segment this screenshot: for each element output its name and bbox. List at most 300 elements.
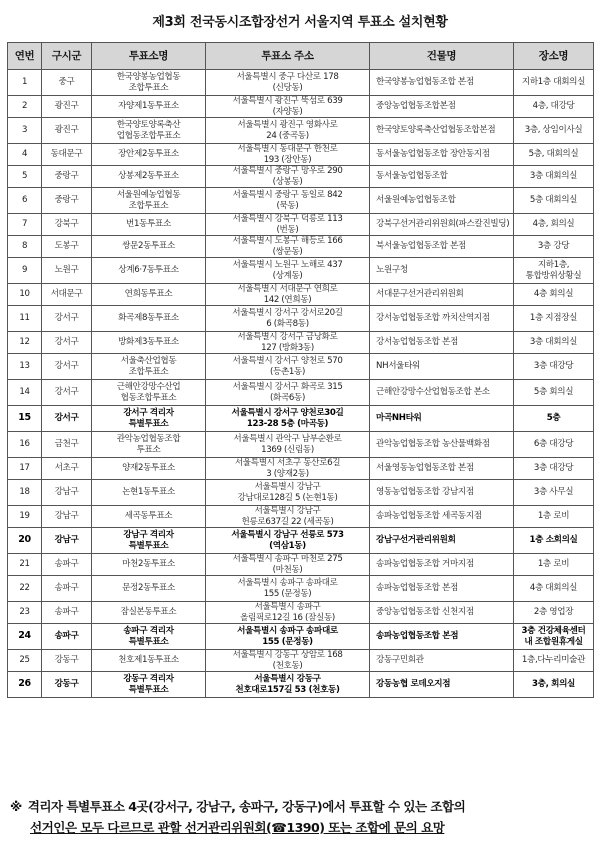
row-district: 강동구 xyxy=(42,650,92,672)
row-place xyxy=(514,554,594,576)
row-station-address-line: 서울특별시 강동구 xyxy=(254,674,321,684)
row-station-address-line: 123-28 5층 (마곡동) xyxy=(246,418,329,429)
row-place xyxy=(514,118,594,144)
table-row xyxy=(8,354,594,380)
row-station-name-line: 특별투표소 xyxy=(128,418,169,429)
row-station-address xyxy=(206,576,370,602)
row-station-name-line: 양재2동투표소 xyxy=(122,463,175,474)
table-row xyxy=(8,506,594,528)
row-station-name-line: 송파구 격리자 xyxy=(123,626,174,636)
row-number: 8 xyxy=(8,236,42,258)
row-station-address-line: (천호동) xyxy=(272,660,303,671)
row-station-name xyxy=(92,236,206,258)
row-number: 22 xyxy=(8,576,42,602)
row-station-name-line: 한국양봉농업협동 xyxy=(116,72,181,82)
row-station-address xyxy=(206,406,370,432)
row-district: 강서구 xyxy=(42,332,92,354)
row-station-address-line: 서울특별시 송파구 송파대로 xyxy=(237,626,338,636)
table-row xyxy=(8,96,594,118)
row-station-name xyxy=(92,602,206,624)
row-station-address-line: 헌릉로637길 22 (세곡동) xyxy=(241,516,334,527)
row-building: 송파농업협동조합 본점 xyxy=(370,624,514,650)
row-district: 금천구 xyxy=(42,432,92,458)
row-place xyxy=(514,650,594,672)
row-station-address-line: 서울특별시 중랑구 망우로 290 xyxy=(232,166,343,176)
row-place-line: 3층 대강당 xyxy=(533,361,574,372)
row-place-line: 6층 대강당 xyxy=(533,439,574,450)
row-station-name-line: 잠실본동투표소 xyxy=(120,607,177,618)
row-station-address xyxy=(206,118,370,144)
row-station-address-line: 서울특별시 강서구 양천로 570 xyxy=(232,356,343,366)
row-building: 강동농협 로데오지점 xyxy=(370,672,514,698)
row-station-address-line: (자양동) xyxy=(272,106,303,117)
header-station-address: 투표소 주소 xyxy=(206,43,370,70)
row-number: 2 xyxy=(8,96,42,118)
row-building: 강동구민회관 xyxy=(370,650,514,672)
row-district: 서초구 xyxy=(42,458,92,480)
row-district: 강남구 xyxy=(42,528,92,554)
row-number: 12 xyxy=(8,332,42,354)
row-station-address-line: 서울특별시 관악구 남부순환로 xyxy=(233,434,342,444)
row-station-address-line: 서울특별시 도봉구 해등로 166 xyxy=(232,236,343,246)
row-station-name xyxy=(92,672,206,698)
row-number: 5 xyxy=(8,166,42,188)
row-district: 강서구 xyxy=(42,380,92,406)
row-district: 동대문구 xyxy=(42,144,92,166)
row-building: 서대문구선거관리위원회 xyxy=(370,284,514,306)
row-station-address-line: (역삼1동) xyxy=(269,540,306,551)
table-row xyxy=(8,144,594,166)
row-station-name-line: 투표소 xyxy=(136,444,161,455)
row-number: 16 xyxy=(8,432,42,458)
row-station-name xyxy=(92,406,206,432)
row-building: 송파농업협동조합 본점 xyxy=(370,576,514,602)
table-row xyxy=(8,458,594,480)
row-district: 강서구 xyxy=(42,306,92,332)
row-station-name-line: 강남구 격리자 xyxy=(123,530,174,540)
row-station-name-line: 상봉제2동투표소 xyxy=(118,171,179,182)
row-station-name-line: 연희동투표소 xyxy=(124,289,173,300)
row-district: 중구 xyxy=(42,70,92,96)
row-station-name xyxy=(92,554,206,576)
row-place-line: 1층 로비 xyxy=(537,511,570,522)
row-building: NH서울타워 xyxy=(370,354,514,380)
row-district: 강남구 xyxy=(42,480,92,506)
row-station-address-line: (신당동) xyxy=(272,82,303,93)
row-station-address xyxy=(206,144,370,166)
row-station-name xyxy=(92,480,206,506)
row-number: 7 xyxy=(8,214,42,236)
row-building: 한국양토양록축산업협동조합본점 xyxy=(370,118,514,144)
row-station-address-line: 강남대로128길 5 (논현1동) xyxy=(237,492,338,503)
row-district: 광진구 xyxy=(42,118,92,144)
row-place-line: 2층 영업장 xyxy=(533,607,574,618)
table-row xyxy=(8,672,594,698)
row-station-address-line: 서울특별시 광진구 뚝섬로 639 xyxy=(232,96,343,106)
row-station-name xyxy=(92,332,206,354)
row-station-address-line: (번동) xyxy=(276,224,299,235)
row-place xyxy=(514,458,594,480)
row-place-line: 1층,다누리미술관 xyxy=(521,655,586,666)
row-station-address-line: 142 (연희동) xyxy=(263,294,312,305)
row-station-name xyxy=(92,306,206,332)
table-row xyxy=(8,624,594,650)
row-station-address-line: (마천동) xyxy=(272,564,303,575)
row-station-address-line: 155 (문정동) xyxy=(263,588,312,599)
row-station-name-line: 특별투표소 xyxy=(128,540,169,551)
row-station-address-line: 서울특별시 강남구 xyxy=(254,482,321,492)
row-place-line: 5층 대회의실 xyxy=(529,195,578,206)
row-station-name xyxy=(92,432,206,458)
row-district: 송파구 xyxy=(42,624,92,650)
row-station-address xyxy=(206,188,370,214)
row-place xyxy=(514,188,594,214)
row-building: 노원구청 xyxy=(370,258,514,284)
row-station-address-line: (상계동) xyxy=(272,270,303,281)
row-station-address-line: 올림픽로12길 16 (잠실동) xyxy=(240,612,335,623)
row-station-name-line: 업협동조합투표소 xyxy=(116,130,181,141)
table-body xyxy=(8,70,594,698)
row-station-name xyxy=(92,624,206,650)
row-place xyxy=(514,602,594,624)
row-building: 한국양봉농업협동조합 본점 xyxy=(370,70,514,96)
row-place xyxy=(514,166,594,188)
table-row xyxy=(8,554,594,576)
row-station-address-line: 서울특별시 강서구 금낭화로 xyxy=(237,332,338,342)
row-station-address xyxy=(206,380,370,406)
row-station-name-line: 협동조합투표소 xyxy=(120,392,177,403)
row-place-line: 3층 사무실 xyxy=(533,487,574,498)
row-place-line: 통합방위상황실 xyxy=(525,270,582,281)
row-station-name-line: 번1동투표소 xyxy=(126,219,171,230)
row-station-name-line: 화곡제8동투표소 xyxy=(118,313,179,324)
footer-line-1 xyxy=(10,796,592,817)
row-station-address-line: (상봉동) xyxy=(272,176,303,187)
row-place-line: 3층 대강당 xyxy=(533,463,574,474)
row-station-address-line: 천호대로157길 53 (천호동) xyxy=(235,684,340,695)
row-building: 서울영동농업협동조합 본점 xyxy=(370,458,514,480)
row-station-address-line: 서울특별시 중구 다산로 178 xyxy=(236,72,339,82)
row-station-name-line: 조합투표소 xyxy=(128,82,169,93)
row-station-name-line: 조합투표소 xyxy=(128,200,169,211)
row-number: 21 xyxy=(8,554,42,576)
footer-note xyxy=(10,796,592,838)
row-station-name-line: 특별투표소 xyxy=(128,636,169,647)
row-number: 14 xyxy=(8,380,42,406)
table-row xyxy=(8,70,594,96)
row-place xyxy=(514,236,594,258)
table-row xyxy=(8,480,594,506)
row-place-line: 3층 건강체육센터 xyxy=(521,626,586,636)
row-place-line: 3층 강당 xyxy=(537,241,570,252)
row-station-name xyxy=(92,528,206,554)
row-station-name-line: 천호제1동투표소 xyxy=(118,655,179,666)
row-place xyxy=(514,354,594,380)
table-row xyxy=(8,602,594,624)
row-station-name xyxy=(92,284,206,306)
row-station-address-line: 1369 (신림동) xyxy=(261,444,314,455)
row-district: 강남구 xyxy=(42,506,92,528)
row-building: 북서울농업협동조합 본점 xyxy=(370,236,514,258)
row-place xyxy=(514,70,594,96)
row-place-line: 1층 소회의실 xyxy=(529,535,578,546)
polling-station-table xyxy=(7,42,594,698)
row-number: 3 xyxy=(8,118,42,144)
row-building: 영동농업협동조합 강남지점 xyxy=(370,480,514,506)
row-place-line: 4층 대회의실 xyxy=(529,583,578,594)
row-building: 동서울농업협동조합 장안동지점 xyxy=(370,144,514,166)
table-row xyxy=(8,284,594,306)
row-station-address-line: 24 (중곡동) xyxy=(266,130,309,141)
row-district: 강서구 xyxy=(42,354,92,380)
row-place-line: 1층 지점장실 xyxy=(529,313,578,324)
row-station-address xyxy=(206,506,370,528)
row-station-name-line: 세곡동투표소 xyxy=(124,511,173,522)
row-station-address-line: 서울특별시 송파구 xyxy=(254,602,321,612)
row-station-address xyxy=(206,672,370,698)
row-place xyxy=(514,332,594,354)
table-row xyxy=(8,380,594,406)
footer-text-1: 격리자 특별투표소 4곳(강서구, 강남구, 송파구, 강동구)에서 투표할 수 있는 조합의 xyxy=(27,799,466,814)
row-place xyxy=(514,284,594,306)
row-station-name-line: 장안제2동투표소 xyxy=(118,149,179,160)
row-station-address xyxy=(206,332,370,354)
row-station-name xyxy=(92,650,206,672)
row-district: 중랑구 xyxy=(42,166,92,188)
row-building: 마곡NH타워 xyxy=(370,406,514,432)
row-district: 강동구 xyxy=(42,672,92,698)
row-station-name-line: 상계6·7동투표소 xyxy=(118,265,179,276)
row-place xyxy=(514,380,594,406)
row-place-line: 4층, 대강당 xyxy=(532,101,575,112)
row-building: 강북구선거관리위원회(파스칼진빌딩) xyxy=(370,214,514,236)
row-station-address xyxy=(206,284,370,306)
row-station-name xyxy=(92,576,206,602)
row-station-address-line: 서울특별시 강남구 선릉로 573 xyxy=(231,530,344,540)
row-station-address xyxy=(206,166,370,188)
row-place xyxy=(514,306,594,332)
row-place xyxy=(514,506,594,528)
header-no: 연번 xyxy=(8,43,42,70)
row-place-line: 3층, 회의실 xyxy=(532,679,575,690)
row-station-address-line: (묵동) xyxy=(276,200,299,211)
row-station-address-line: 155 (문정동) xyxy=(262,636,313,647)
row-number: 24 xyxy=(8,624,42,650)
row-number: 9 xyxy=(8,258,42,284)
row-district: 광진구 xyxy=(42,96,92,118)
row-station-address-line: 서울특별시 강남구 xyxy=(254,506,321,516)
row-station-address-line: 서울특별시 송파구 마천로 275 xyxy=(232,554,343,564)
row-place xyxy=(514,480,594,506)
row-station-name xyxy=(92,258,206,284)
row-station-name-line: 강서구 격리자 xyxy=(123,408,174,418)
row-station-address xyxy=(206,258,370,284)
row-number: 6 xyxy=(8,188,42,214)
row-building: 송파농업협동조합 거마지점 xyxy=(370,554,514,576)
row-station-address xyxy=(206,554,370,576)
row-station-name xyxy=(92,118,206,144)
row-building: 강서농업협동조합 까치산역지점 xyxy=(370,306,514,332)
row-district: 강서구 xyxy=(42,406,92,432)
row-place-line: 지하1층, xyxy=(537,260,570,270)
row-district: 송파구 xyxy=(42,602,92,624)
row-station-name xyxy=(92,70,206,96)
table-row xyxy=(8,528,594,554)
row-station-name-line: 서울원예농업협동 xyxy=(116,190,181,200)
row-building: 동서울농업협동조합 xyxy=(370,166,514,188)
table-row xyxy=(8,236,594,258)
row-station-name xyxy=(92,144,206,166)
row-station-address xyxy=(206,96,370,118)
row-district: 중랑구 xyxy=(42,188,92,214)
row-place xyxy=(514,624,594,650)
row-station-name xyxy=(92,380,206,406)
row-station-address-line: 127 (방화3동) xyxy=(261,342,314,353)
row-station-address-line: 서울특별시 강서구 강서로20길 xyxy=(232,308,343,318)
row-station-name-line: 방화제3동투표소 xyxy=(118,337,179,348)
row-place xyxy=(514,528,594,554)
row-number: 13 xyxy=(8,354,42,380)
table-row xyxy=(8,576,594,602)
row-building: 서울원예농업협동조합 xyxy=(370,188,514,214)
row-station-address-line: 서울특별시 서대문구 연희로 xyxy=(237,284,338,294)
row-building: 강서농업협동조합 본점 xyxy=(370,332,514,354)
row-station-address xyxy=(206,528,370,554)
row-station-name-line: 근해안강망수산업 xyxy=(116,382,181,392)
row-station-name-line: 자양제1동투표소 xyxy=(118,101,179,112)
row-station-address xyxy=(206,480,370,506)
row-station-name xyxy=(92,188,206,214)
row-station-name xyxy=(92,506,206,528)
row-number: 15 xyxy=(8,406,42,432)
table-row xyxy=(8,258,594,284)
row-station-name-line: 특별투표소 xyxy=(128,684,169,695)
row-number: 1 xyxy=(8,70,42,96)
footer-line-2: 선거인은 모두 다르므로 관할 선거관리위원회(☎1390) 또는 조합에 문의 요망 xyxy=(30,820,445,835)
row-station-address xyxy=(206,214,370,236)
table-row xyxy=(8,432,594,458)
row-station-name-line: 관악농업협동조합 xyxy=(116,434,181,444)
row-place-line: 내 조합원휴게실 xyxy=(524,636,583,647)
polling-station-table-wrapper xyxy=(7,42,593,698)
row-place-line: 3층, 상임이사실 xyxy=(524,125,583,136)
row-place xyxy=(514,96,594,118)
row-place xyxy=(514,672,594,698)
row-number: 17 xyxy=(8,458,42,480)
row-station-address-line: 서울특별시 노원구 노해로 437 xyxy=(232,260,343,270)
row-place-line: 1층 로비 xyxy=(537,559,570,570)
row-station-address-line: 3 (양재2동) xyxy=(266,468,309,479)
row-station-address-line: 서울특별시 강북구 덕릉로 113 xyxy=(232,214,343,224)
row-place xyxy=(514,432,594,458)
row-station-address-line: 서울특별시 동대문구 한천로 xyxy=(237,144,338,154)
document-title: 제3회 전국동시조합장선거 서울지역 투표소 설치현황 xyxy=(152,15,448,30)
row-station-address-line: 서울특별시 강서구 양천로30길 xyxy=(231,408,344,418)
row-station-name-line: 문정2동투표소 xyxy=(122,583,175,594)
row-station-address-line: 서울특별시 중랑구 동일로 842 xyxy=(232,190,343,200)
row-district: 도봉구 xyxy=(42,236,92,258)
row-place-line: 5층 xyxy=(546,413,561,424)
row-number: 10 xyxy=(8,284,42,306)
row-station-name-line: 조합투표소 xyxy=(128,366,169,377)
row-station-name-line: 한국양토양록축산 xyxy=(116,120,181,130)
row-station-address-line: 서울특별시 강서구 화곡로 315 xyxy=(232,382,343,392)
row-place-line: 3층 대회의실 xyxy=(529,337,578,348)
row-station-name-line: 쌍문2동투표소 xyxy=(122,241,175,252)
header-place: 장소명 xyxy=(514,43,594,70)
row-station-address xyxy=(206,236,370,258)
row-station-address xyxy=(206,432,370,458)
row-district: 강북구 xyxy=(42,214,92,236)
table-row xyxy=(8,166,594,188)
row-building: 송파농업협동조합 세곡동지점 xyxy=(370,506,514,528)
row-station-name xyxy=(92,166,206,188)
table-row xyxy=(8,406,594,432)
row-station-address xyxy=(206,354,370,380)
row-place-line: 4층 회의실 xyxy=(533,289,574,300)
table-header-row xyxy=(8,43,594,70)
row-station-address-line: 193 (장안동) xyxy=(263,154,312,165)
note-mark: ※ xyxy=(10,799,22,814)
table-row xyxy=(8,214,594,236)
table-row xyxy=(8,188,594,214)
row-station-name-line: 논현1동투표소 xyxy=(122,487,175,498)
row-building: 강남구선거관리위원회 xyxy=(370,528,514,554)
row-station-address-line: (등촌1동) xyxy=(270,366,305,377)
row-station-address xyxy=(206,458,370,480)
row-station-name xyxy=(92,96,206,118)
row-building: 중앙농업협동조합본점 xyxy=(370,96,514,118)
row-station-name-line: 마천2동투표소 xyxy=(122,559,175,570)
row-number: 25 xyxy=(8,650,42,672)
row-building: 근해안강망수산업협동조합 본소 xyxy=(370,380,514,406)
row-number: 18 xyxy=(8,480,42,506)
table-row xyxy=(8,306,594,332)
row-number: 26 xyxy=(8,672,42,698)
row-station-name xyxy=(92,354,206,380)
table-row xyxy=(8,332,594,354)
table-row xyxy=(8,650,594,672)
row-station-address xyxy=(206,602,370,624)
row-district: 송파구 xyxy=(42,576,92,602)
row-building: 중앙농업협동조합 신천지점 xyxy=(370,602,514,624)
row-station-name-line: 서울축산업협동 xyxy=(120,356,177,366)
row-district: 노원구 xyxy=(42,258,92,284)
row-station-address xyxy=(206,306,370,332)
row-place-line: 5층 회의실 xyxy=(533,387,574,398)
row-district: 송파구 xyxy=(42,554,92,576)
row-station-name xyxy=(92,458,206,480)
row-number: 19 xyxy=(8,506,42,528)
row-place xyxy=(514,214,594,236)
row-station-address xyxy=(206,70,370,96)
row-district: 서대문구 xyxy=(42,284,92,306)
row-station-address-line: 서울특별시 강동구 상암로 168 xyxy=(232,650,343,660)
row-place-line: 지하1층 대회의실 xyxy=(521,77,586,88)
row-station-name-line: 강동구 격리자 xyxy=(123,674,174,684)
row-place-line: 5층, 대회의실 xyxy=(528,149,579,160)
row-station-address xyxy=(206,624,370,650)
header-district: 구시군 xyxy=(42,43,92,70)
row-place xyxy=(514,576,594,602)
row-number: 11 xyxy=(8,306,42,332)
row-place xyxy=(514,406,594,432)
row-number: 23 xyxy=(8,602,42,624)
row-place xyxy=(514,144,594,166)
row-station-address xyxy=(206,650,370,672)
row-station-name xyxy=(92,214,206,236)
row-place-line: 4층, 회의실 xyxy=(532,219,575,230)
